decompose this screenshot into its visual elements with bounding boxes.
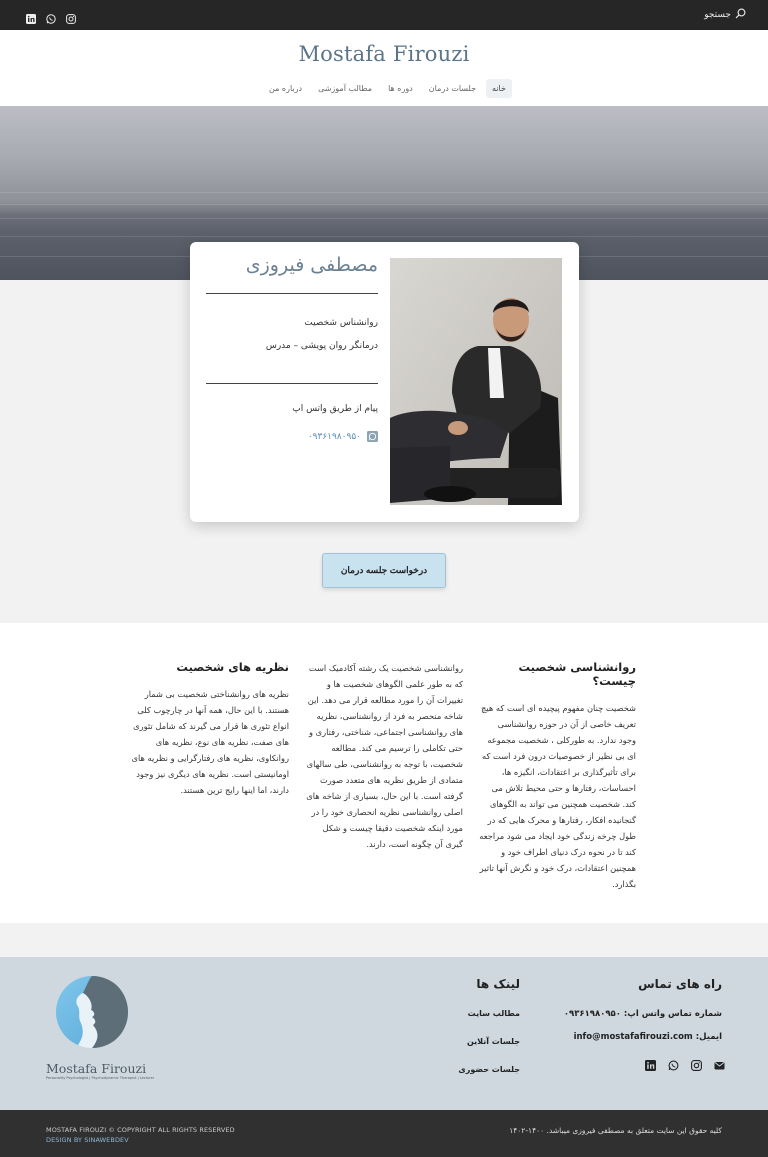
nav-item-therapy-sessions[interactable]: جلسات درمان: [428, 84, 477, 93]
site-header: [0, 30, 768, 106]
whatsapp-contact[interactable]: [206, 427, 378, 446]
bottom-bar: [0, 1110, 768, 1157]
profile-name: مصطفی فیروزی: [245, 254, 378, 276]
footer-link-online-sessions[interactable]: جلسات آنلاین: [466, 1037, 520, 1046]
section-text: نظریه های روانشناختی شخصیت بی شمار هستند. با این حال، همه آنها در چارچوب کلی انواع تئوری ها قرار می گیرند که شامل تئوری های صفت، نظریه های نوع، نظریه های روانکاوی، نظریه های رفتارگرایی و نظریه های اومانیستی است. نظریه های دیگری نیز وجود دارند، اما اینها رایج ترین هستند.: [131, 689, 289, 795]
email-icon[interactable]: [714, 1056, 725, 1067]
search-label: جستجو: [704, 10, 731, 20]
divider: [206, 383, 378, 384]
request-session-button[interactable]: درخواست جلسه درمان: [322, 553, 446, 588]
footer-social: [552, 1056, 725, 1067]
instagram-icon[interactable]: [691, 1056, 702, 1067]
footer-contact: [552, 977, 722, 1067]
column-what-is-personality: [478, 660, 636, 892]
profile-role-1: روانشناس شخصیت: [304, 318, 378, 328]
footer-whatsapp[interactable]: شماره تماس واتس اپ: ۰۹۳۶۱۹۸۰۹۵۰: [563, 1009, 722, 1019]
whatsapp-icon[interactable]: [46, 9, 56, 19]
logo-mark: [53, 975, 131, 1053]
whatsapp-icon: [367, 427, 378, 446]
footer-contact-title: راه های تماس: [638, 977, 722, 991]
linkedin-icon[interactable]: [26, 9, 36, 19]
site-title[interactable]: Mostafa Firouzi: [298, 42, 470, 66]
column-personality-psychology: [304, 660, 463, 852]
nav-item-articles[interactable]: مطالب آموزشی: [318, 84, 373, 93]
footer-email[interactable]: ایمیل: info@mostafafirouzi.com: [573, 1032, 722, 1042]
profile-role-2: درمانگر روان پویشی – مدرس: [265, 341, 378, 351]
section-text: روانشناسی شخصیت یک رشته آکادمیک است که به طور علمی الگوهای شخصیت ها و تغییرات آن را مورد مطالعه قرار می دهد. این شاخه منحصر به فرد از روانشناسی، نظریه های روانشناسی اجتماعی، شناختی، رفتاری و حتی تکاملی را ترسیم می کند. مطالعه شخصیت، با توجه به روانشناسی، طی سالهای متمادی از طریق نظریه های متعدد صورت گرفته است. با این حال، بسیاری از شاخه های اصلی روانشناسی نظریه انحصاری خود را در مورد اینکه شخصیت دقیقا چیست و شکل گیری آن چگونه است، دارند.: [306, 663, 463, 849]
instagram-icon[interactable]: [66, 9, 76, 19]
designer-credit[interactable]: DESIGN BY SINAWEBDEV: [46, 1136, 129, 1144]
whatsapp-number[interactable]: ۰۹۳۶۱۹۸۰۹۵۰: [307, 431, 361, 442]
main-nav: [263, 79, 512, 98]
search-icon: [735, 8, 746, 22]
divider: [206, 293, 378, 294]
logo-text: Mostafa Firouzi: [46, 1061, 147, 1076]
copyright-text: MOSTAFA FIROUZI © COPYRIGHT ALL RIGHTS RESERVED: [46, 1126, 235, 1134]
top-bar: [0, 0, 768, 30]
whatsapp-icon[interactable]: [668, 1056, 679, 1067]
profile-card: [190, 242, 579, 522]
nav-item-courses[interactable]: دوره ها: [388, 84, 413, 93]
section-heading: روانشناسی شخصیت چیست؟: [518, 660, 636, 688]
nav-item-home[interactable]: خانه: [486, 79, 512, 98]
nav-item-about[interactable]: درباره من: [269, 84, 303, 93]
whatsapp-label: پیام از طریق واتس اپ: [292, 404, 378, 414]
footer-logo[interactable]: [46, 975, 155, 1080]
section-text: شخصیت چنان مفهوم پیچیده ای است که هیچ تعریف خاصی از آن در حوزه روانشناسی وجود ندارد. به طورکلی ، شخصیت مجموعه ای بی نظیر از خصوصیات درون فرد است که برای تأثیرگذاری بر اعتقادات، انگیزه ها، احساسات، رفتارها و حتی محیط تلاش می کند. شخصیت همچنین می تواند به الگوهای گنجانیده افکار، رفتارها و محرک هایی که در طول چرخه زندگی خود ایجاد می شود مراجعه کند تا در نحوه درک دنیای اطراف خود و همچنین اعتقادات، درک خود و نگرش آنها تاثیر بگذارد.: [479, 703, 636, 889]
profile-info: [206, 254, 378, 446]
footer-link-inperson-sessions[interactable]: جلسات حضوری: [458, 1065, 520, 1074]
profile-photo: [390, 258, 562, 505]
search-link[interactable]: [704, 8, 746, 22]
column-personality-theories: [130, 660, 289, 798]
content-section: [0, 623, 768, 923]
top-social-links: [26, 9, 76, 19]
footer-links-title: لینک ها: [476, 977, 520, 991]
footer-links: [400, 977, 520, 1093]
copyright-block: [46, 1126, 235, 1144]
linkedin-icon[interactable]: [645, 1056, 656, 1067]
rights-text: کلیه حقوق این سایت متعلق به مصطفی فیروزی میباشد. ۱۴۰۰-۱۴۰۲: [509, 1126, 722, 1135]
logo-subtitle: Personality Psychologist | Psychodynamic Therapist | Lecturer: [46, 1076, 155, 1080]
footer-link-articles[interactable]: مطالب سایت: [467, 1009, 520, 1018]
site-footer: [0, 957, 768, 1110]
spacer-strip: [0, 923, 768, 957]
section-heading: نظریه های شخصیت: [176, 660, 289, 674]
